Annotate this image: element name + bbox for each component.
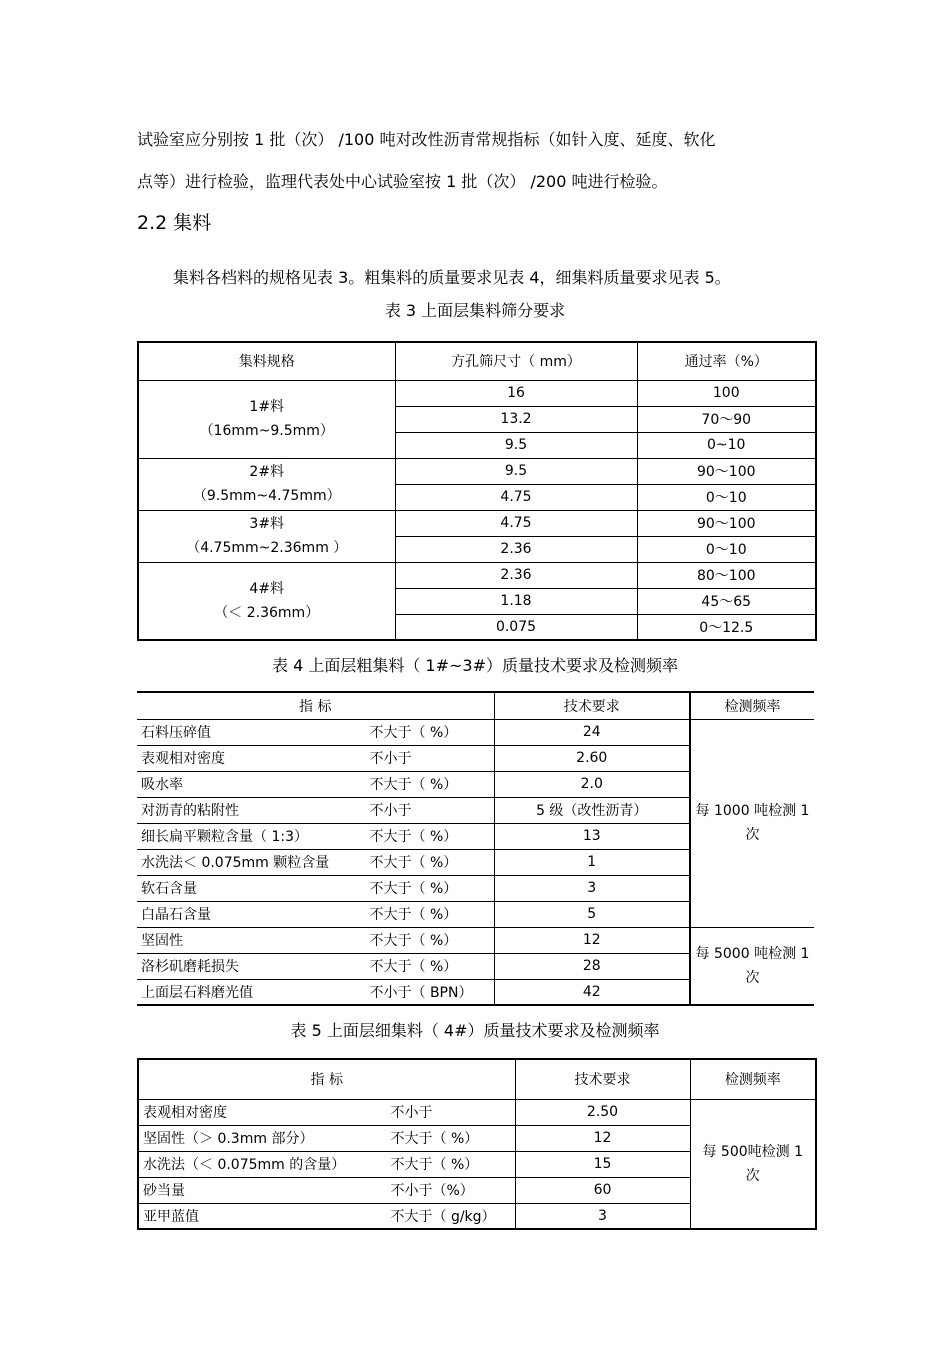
table-row [137,927,814,953]
requirement-value: 5 [494,901,690,927]
pass-rate: 90～100 [637,458,816,484]
table3-group-label [138,510,395,562]
table5-header-requirement: 技术要求 [515,1059,690,1099]
indicator-name: 亚甲蓝值 [143,1208,199,1225]
table3-caption: 表 3 上面层集料筛分要求 [384,301,566,320]
requirement-value: 2.0 [494,771,690,797]
sieve-size: 4.75 [395,510,637,536]
requirement-value: 12 [494,927,690,953]
sieve-size: 2.36 [395,562,637,588]
indicator-cell [137,719,494,745]
indicator-limit: 不大于（ %） [369,881,458,897]
indicator-name: 砂当量 [143,1183,185,1199]
requirement-value: 28 [494,953,690,979]
aggregate-name: 2#料 [249,464,285,480]
indicator-name: 坚固性 [141,933,183,949]
table-row [138,1099,816,1125]
indicator-cell [137,771,494,797]
table3-group-label [138,458,395,510]
requirement-value: 5 级（改性沥青） [494,797,690,823]
indicator-name: 表观相对密度 [141,751,225,767]
table5-header-indicator: 指 标 [138,1059,515,1099]
indicator-limit: 不小于（%） [390,1183,474,1199]
table-row [138,458,816,484]
table3-header-spec: 集料规格 [138,342,395,380]
indicator-cell [138,1125,515,1151]
indicator-name: 上面层石料磨光值 [141,984,253,1001]
requirement-value: 2.60 [494,745,690,771]
aggregate-range: （9.5mm~4.75mm） [192,488,341,504]
frequency-cell: 每 5000 吨检测 1 次 [690,927,814,1005]
indicator-limit: 不小于 [369,803,412,819]
table3-group-label [138,380,395,458]
indicator-cell [137,797,494,823]
indicator-name: 细长扁平颗粒含量（ 1:3） [141,829,308,845]
table3-header-pass: 通过率（%） [637,342,816,380]
aggregate-name: 4#料 [249,580,285,597]
indicator-cell [137,823,494,849]
table3-header-sieve: 方孔筛尺寸（ mm） [395,342,637,380]
table5-header-row [138,1059,816,1099]
table4 [137,691,814,1006]
frequency-cell: 每 500吨检测 1 次 [690,1099,816,1229]
sieve-size: 0.075 [395,614,637,640]
indicator-name: 白晶石含量 [141,907,211,923]
indicator-limit: 不大于（ %） [369,933,458,949]
indicator-limit: 不大于（ %） [390,1157,479,1173]
sieve-size: 4.75 [395,484,637,510]
table-row [138,380,816,406]
requirement-value: 15 [515,1151,690,1177]
indicator-name: 水洗法＜ 0.075mm 颗粒含量 [141,855,330,871]
indicator-limit: 不大于（ %） [369,855,458,871]
table-row [137,719,814,745]
table4-header-requirement: 技术要求 [494,692,690,719]
table3-header-row [138,342,816,380]
pass-rate: 0～10 [637,536,816,562]
indicator-name: 水洗法（＜ 0.075mm 的含量） [143,1157,346,1173]
indicator-cell [138,1203,515,1229]
pass-rate: 100 [637,380,816,406]
aggregate-range: （16mm~9.5mm） [199,423,334,439]
pass-rate: 0～10 [637,484,816,510]
indicator-limit: 不大于（ g/kg） [390,1208,496,1225]
intro-line-2: 点等）进行检验，监理代表处中心试验室按 1 批（次） /200 吨进行检验。 [137,172,668,191]
aggregate-name: 3#料 [249,516,285,532]
indicator-cell [137,875,494,901]
sieve-size: 9.5 [395,432,637,458]
requirement-value: 12 [515,1125,690,1151]
indicator-name: 坚固性（＞ 0.3mm 部分） [143,1131,314,1147]
indicator-name: 软石含量 [141,881,197,897]
aggregate-name: 1#料 [249,399,285,415]
indicator-cell [137,745,494,771]
table4-header-row [137,692,814,719]
indicator-limit: 不大于（ %） [369,725,458,741]
indicator-cell [137,927,494,953]
table4-header-indicator: 指 标 [137,692,494,719]
indicator-cell [138,1177,515,1203]
indicator-cell [137,849,494,875]
indicator-name: 吸水率 [141,777,183,793]
pass-rate: 0~10 [637,432,816,458]
table5-header-frequency: 检测频率 [690,1059,816,1099]
aggregate-range: （4.75mm~2.36mm ） [186,540,348,556]
indicator-name: 石料压碎值 [141,725,211,741]
table5-caption: 表 5 上面层细集料（ 4#）质量技术要求及检测频率 [290,1021,660,1040]
section-heading: 2.2 集料 [137,212,212,234]
indicator-cell [137,979,494,1005]
indicator-limit: 不小于 [369,751,412,767]
indicator-limit: 不大于（ %） [390,1131,479,1147]
sieve-size: 13.2 [395,406,637,432]
pass-rate: 80～100 [637,562,816,588]
indicator-limit: 不大于（ %） [369,907,458,923]
indicator-cell [137,901,494,927]
indicator-name: 对沥青的粘附性 [141,803,239,819]
table-row [138,562,816,588]
pass-rate: 70～90 [637,406,816,432]
frequency-cell: 每 1000 吨检测 1 次 [690,719,814,927]
intro-line-1: 试验室应分别按 1 批（次） /100 吨对改性沥青常规指标（如针入度、延度、软化 [137,130,716,149]
indicator-cell [137,953,494,979]
requirement-value: 60 [515,1177,690,1203]
table4-caption: 表 4 上面层粗集料（ 1#~3#）质量技术要求及检测频率 [271,656,679,675]
indicator-limit: 不大于（ %） [369,777,458,793]
indicator-limit: 不小于 [390,1105,433,1121]
indicator-limit: 不大于（ %） [369,959,458,975]
sieve-size: 1.18 [395,588,637,614]
indicator-cell [138,1151,515,1177]
sieve-size: 16 [395,380,637,406]
indicator-name: 洛杉矶磨耗损失 [141,959,239,975]
requirement-value: 3 [515,1203,690,1229]
indicator-limit: 不小于（ BPN） [369,984,473,1001]
requirement-value: 42 [494,979,690,1005]
indicator-name: 表观相对密度 [143,1105,227,1121]
requirement-value: 2.50 [515,1099,690,1125]
indicator-limit: 不大于（ %） [369,829,458,845]
table3 [137,341,817,641]
requirement-value: 3 [494,875,690,901]
pass-rate: 0～12.5 [637,614,816,640]
section-paragraph: 集料各档料的规格见表 3。粗集料的质量要求见表 4，细集料质量要求见表 5。 [173,268,731,287]
aggregate-range: （＜ 2.36mm） [214,604,320,621]
requirement-value: 24 [494,719,690,745]
table3-group-label [138,562,395,640]
table4-header-frequency: 检测频率 [690,692,814,719]
indicator-cell [138,1099,515,1125]
requirement-value: 13 [494,823,690,849]
pass-rate: 45～65 [637,588,816,614]
requirement-value: 1 [494,849,690,875]
table-row [138,510,816,536]
pass-rate: 90～100 [637,510,816,536]
sieve-size: 2.36 [395,536,637,562]
sieve-size: 9.5 [395,458,637,484]
table5 [137,1058,817,1230]
